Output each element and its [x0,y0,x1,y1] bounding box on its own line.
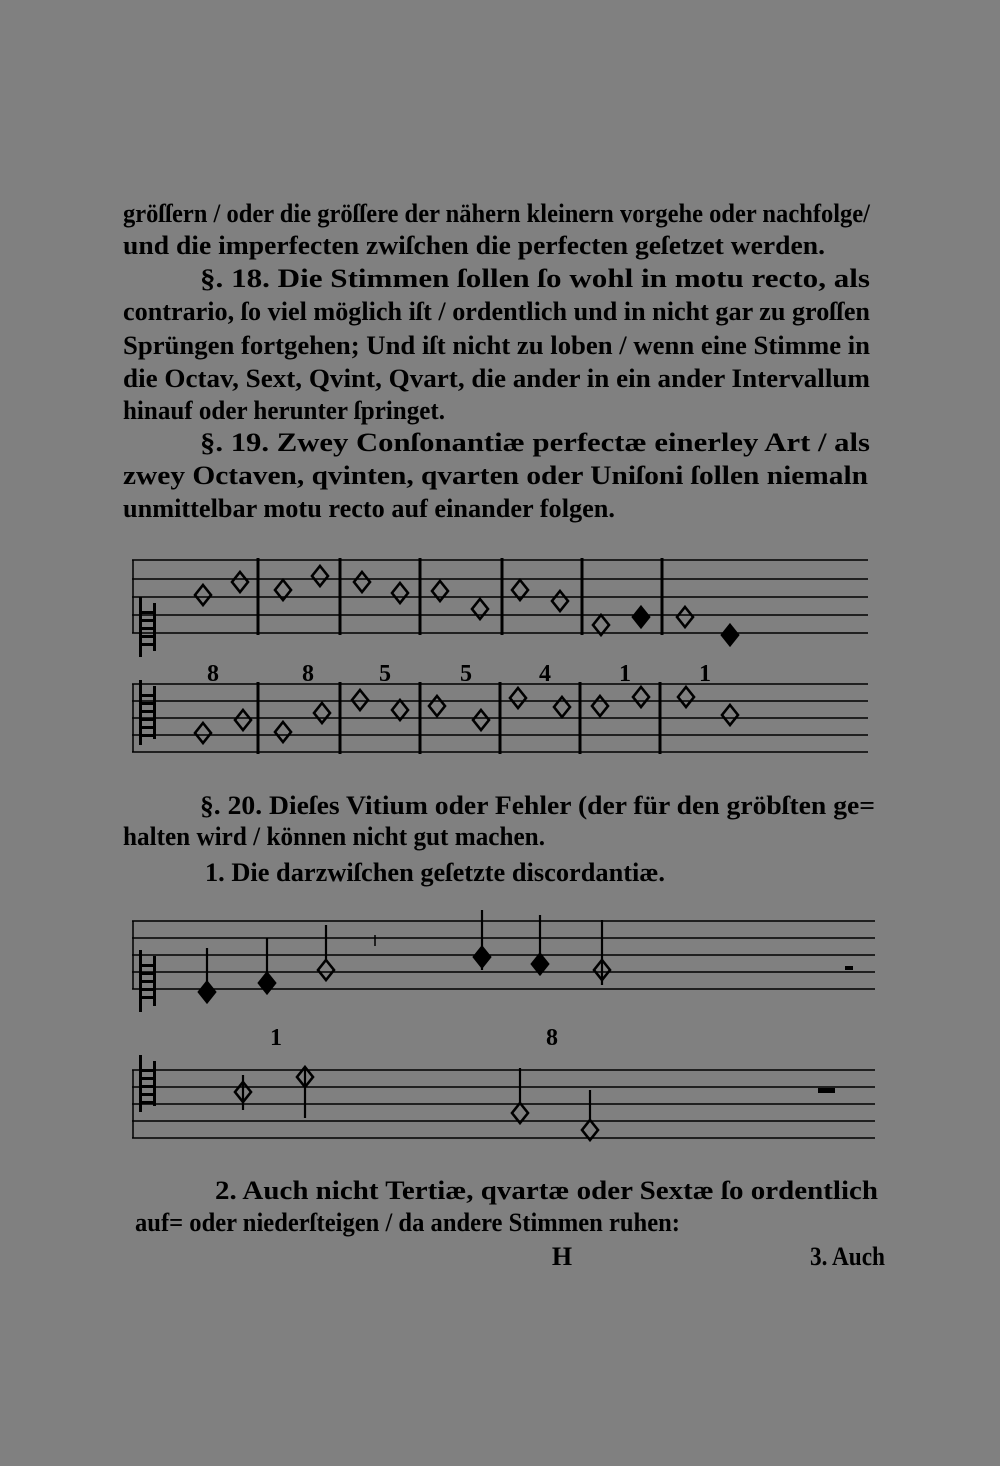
section-20-heading-line: §. 20. Dieſes Vitium oder Fehler (der für den gröbſten ge= [200,791,875,820]
clef-rung [139,1093,156,1096]
interval-figure: 1 [619,661,631,687]
section-19-heading-line: §. 19. Zwey Conſonantiæ perfectæ einerley Art / als [200,428,870,457]
clef-rung [139,611,156,614]
clef-rung [139,710,156,713]
interval-figure: 8 [207,661,219,687]
interval-figure: 5 [460,661,472,687]
interval-figure: 1 [699,661,711,687]
interval-figure: 1 [270,1025,282,1051]
clef-rung [139,702,156,705]
body-text-line: halten wird / können nicht gut machen. [123,822,545,851]
clef-stroke [153,1061,156,1106]
section-18-heading-line: §. 18. Die Stimmen ſollen ſo wohl in motu recto, als [200,264,870,293]
body-text-line: hinauf oder herunter ſpringet. [123,396,445,425]
clef-rung [139,734,156,737]
clef-rung [139,619,156,622]
clef-rung [139,988,156,991]
clef-rung [139,718,156,721]
clef-rung [139,1101,156,1104]
interval-figure: 5 [379,661,391,687]
clef-rung [139,996,156,999]
body-text-line: und die imperfecten zwiſchen die perfecten geſetzet werden. [123,231,825,260]
body-text-line: gröſſern / oder die gröſſere der nähern kleinern vorgehe oder nachfolge/ [123,199,871,228]
interval-figure: 8 [302,661,314,687]
body-text-line: unmittelbar motu recto auf einander folgen. [123,494,615,523]
interval-figure: 4 [539,661,551,687]
item-1-line: 1. Die darzwiſchen geſetzte discordantiæ. [205,858,665,887]
catchword: 3. Auch [810,1242,886,1271]
body-text-line: Sprüngen fortgehen; Und iſt nicht zu loben / wenn eine Stimme in [123,331,871,360]
clef-rung [139,972,156,975]
clef-rung [139,1085,156,1088]
body-text-line: die Octav, Sext, Qvint, Qvart, die ander in ein ander Intervallum [123,364,871,393]
clef-rung [139,635,156,638]
item-2-line: 2. Auch nicht Tertiæ, qvartæ oder Sextæ ſo ordentlich [215,1176,879,1205]
clef-rung [139,1069,156,1072]
clef-rung [139,627,156,630]
body-text-line: zwey Octaven, qvinten, qvarten oder Uniſoni ſollen niemaln [123,461,869,490]
clef-rung [139,964,156,967]
clef-rung [139,980,156,983]
clef-rung [139,1077,156,1080]
rest-mark [818,1088,835,1093]
clef-rung [139,726,156,729]
signature-mark: H [551,1242,573,1271]
clef-rung [139,643,156,646]
dot-mark [845,966,853,970]
interval-figure: 8 [546,1025,558,1051]
clef-rung [139,694,156,697]
body-text-line: contrario, ſo viel möglich iſt / ordentlich und in nicht gar zu groſſen [123,297,871,326]
body-text-line: auf= oder niederſteigen / da andere Stimmen ruhen: [135,1208,680,1237]
